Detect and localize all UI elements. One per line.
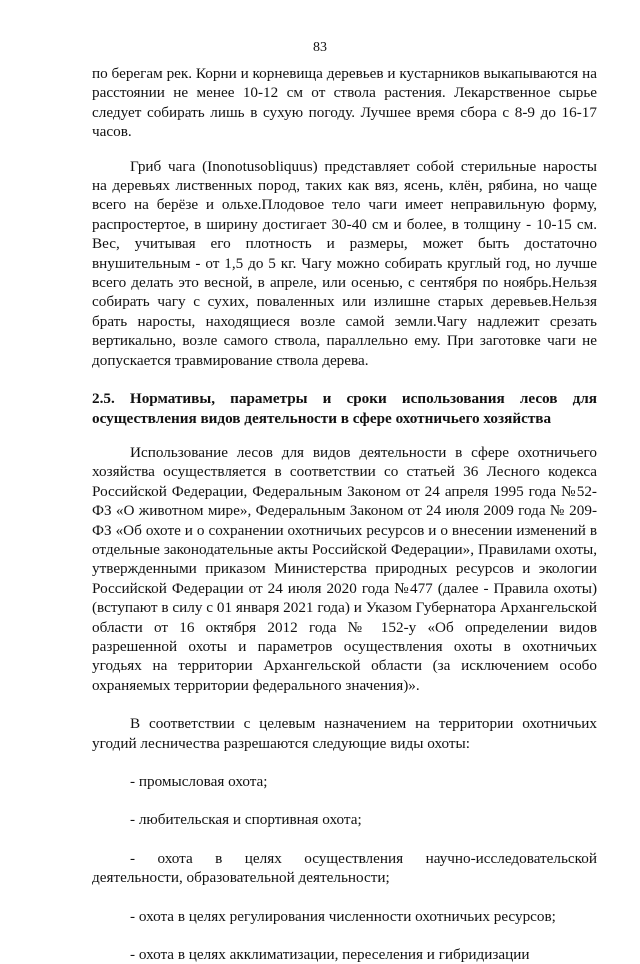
page-number: 83 — [313, 40, 327, 55]
list-item: - охота в целях акклиматизации, переселения и гибридизации — [130, 946, 530, 964]
list-item: - промысловая охота; — [130, 773, 268, 790]
paragraph-collection-rules: по берегам рек. Корни и корневища деревьев и кустарников выкапываются на расстоянии не менее 10-12 см от ствола растения. Лекарственное сырье следует собирать лишь в сухую погоду. Лучшее время сбора с 8-9 до 16-17 часов. — [92, 65, 597, 141]
paragraph-chaga: Гриб чага (Inonotusobliquus) представляет собой стерильные наросты на деревьях лиственных пород, таких как вяз, ясень, клён, рябина, но чаще всего на берёзе и ольхе.Плодовое тело чаги имеет неправильную форму, распростертое, в ширину достигает 30-40 см и более, в толщину - 10-15 см. Вес, учитывая его плотность и размеры, может быть достаточно внушительным - от 1,5 до 5 кг. Чагу можно собирать круглый год, но лучше всего делать это весной, в апреле, или осенью, с сентября по ноябрь.Нельзя собирать чагу с сухих, поваленных или излишне старых деревьев.Нельзя брать наросты, находящиеся возле самой земли.Чагу надлежит срезать вертикально, возле самого ствола, параллельно ему. При заготовке чаги не допускается травмирование ствола дерева. — [92, 157, 597, 369]
paragraph-hunting-legal-basis: Использование лесов для видов деятельности в сфере охотничьего хозяйства осуществляется в соответствии со статьей 36 Лесного кодекса Российской Федерации, Федеральным Законом от 24 апреля 1995 года №52-ФЗ «О животном мире», Федеральным Законом от 24 июля 2009 года № 209-ФЗ «Об охоте и о сохранении охотничьих ресурсов и о внесении изменений в отдельные законодательные акты Российской Федерации», Правилами охоты, утвержденными приказом Министерства природных ресурсов и экологии Российской Федерации от 24 июля 2020 года №477 (далее - Правила охоты) (вступают в силу с 01 января 2021 года) и Указом Губернатора Архангельской области от 16 октября 2012 года № 152-у «Об определении видов разрешенной охоты и параметров осуществления охоты в охотничьих угодьях на территории Архангельской области (за исключением особо охраняемых территории федерального значения)». — [92, 443, 597, 694]
section-heading-2-5: 2.5. Нормативы, параметры и сроки использования лесов для осуществления видов деятельности в сфере охотничьего хозяйства — [92, 390, 597, 427]
list-item: - охота в целях осуществления научно-исследовательской деятельности, образовательной деятельности; — [92, 849, 597, 887]
list-item: - любительская и спортивная охота; — [130, 811, 362, 829]
document-body — [92, 64, 597, 964]
list-item: - охота в целях регулирования численности охотничьих ресурсов; — [130, 907, 556, 925]
paragraph-hunting-types-intro: В соответствии с целевым назначением на территории охотничьих угодий лесничества разрешаются следующие виды охоты: — [92, 715, 597, 752]
